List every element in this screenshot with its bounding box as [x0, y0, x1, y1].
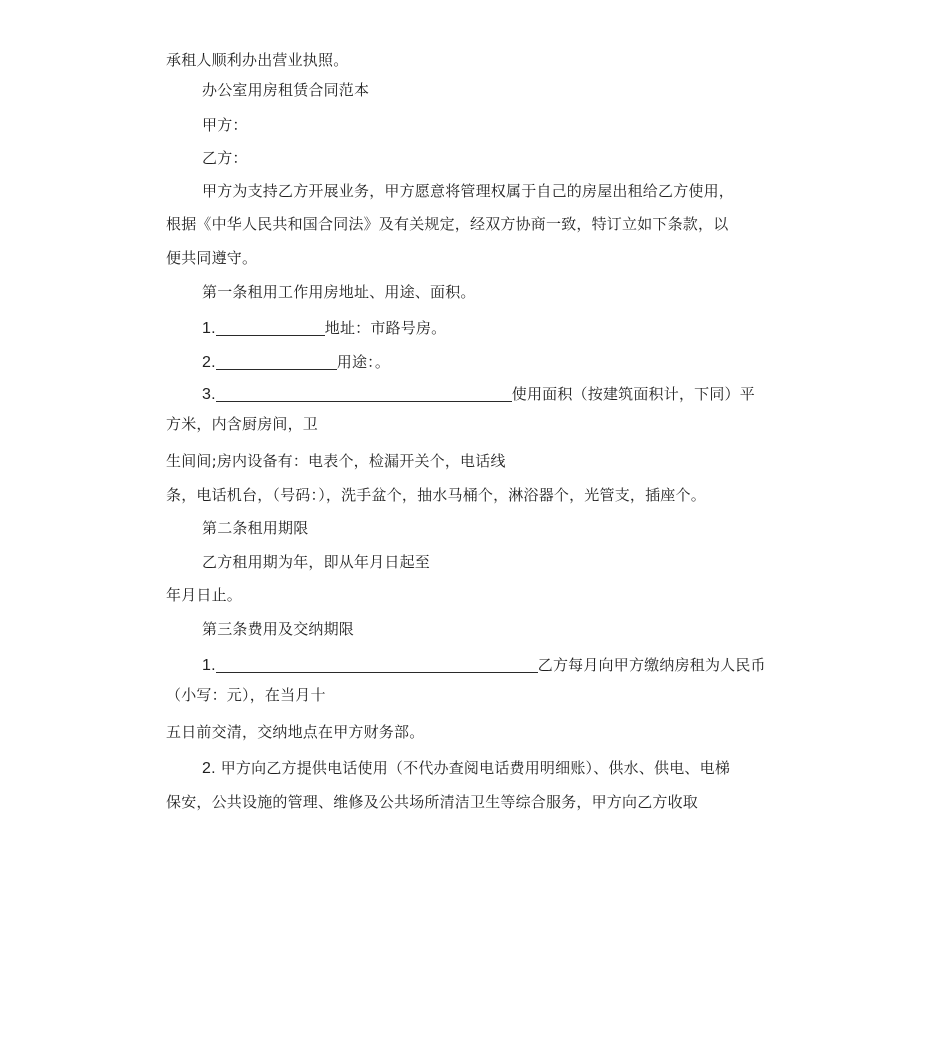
- item-text: 甲方向乙方提供电话使用（不代办查阅电话费用明细账）、供水、供电、电梯: [220, 759, 731, 777]
- rent-payment-location: 五日前交清，交纳地点在甲方财务部。: [166, 723, 425, 741]
- item-number: 1.: [202, 657, 216, 674]
- preamble-line-3: 便共同遵守。: [166, 249, 258, 267]
- article-2-heading: 第二条租用期限: [202, 519, 309, 537]
- item-text: 用途：。: [336, 353, 391, 371]
- party-a-label: 甲方：: [202, 116, 248, 134]
- party-b-label: 乙方：: [202, 149, 248, 167]
- item-number: 2.: [202, 760, 216, 777]
- fill-in-blank: [216, 656, 538, 673]
- article-1-item-3: [202, 384, 755, 405]
- item-number: 1.: [202, 320, 216, 337]
- article-1-heading: 第一条租用工作用房地址、用途、面积。: [202, 283, 476, 301]
- text-line-business-license: 承租人顺利办出营业执照。: [166, 51, 349, 69]
- article-3-item-2: [202, 758, 730, 779]
- item-number: 3.: [202, 386, 216, 403]
- area-line-continuation: 方米，内含厨房间，卫: [166, 415, 319, 433]
- article-3-heading: 第三条费用及交纳期限: [202, 620, 355, 638]
- item-text: 使用面积（按建筑面积计，下同）平: [511, 385, 755, 403]
- equipment-line-2: 条，电话机台，（号码：），洗手盆个，抽水马桶个，淋浴器个，光管支，插座个。: [166, 486, 706, 504]
- article-3-item-1: [202, 655, 766, 676]
- item-number: 2.: [202, 354, 216, 371]
- lease-term-line-2: 年月日止。: [166, 586, 243, 604]
- services-line-continuation: 保安，公共设施的管理、维修及公共场所清洁卫生等综合服务，甲方向乙方收取: [166, 793, 699, 811]
- preamble-line-2: 根据《中华人民共和国合同法》及有关规定，经双方协商一致，特订立如下条款，以: [166, 215, 729, 233]
- item-text: 乙方每月向甲方缴纳房租为人民币: [537, 656, 766, 674]
- fill-in-blank: [216, 353, 337, 370]
- contract-title: 办公室用房租赁合同范本: [202, 81, 370, 99]
- rent-line-continuation: （小写：元），在当月十: [166, 686, 326, 704]
- item-text: 地址：市路号房。: [324, 319, 447, 337]
- fill-in-blank: [216, 385, 512, 402]
- fill-in-blank: [216, 319, 325, 336]
- article-1-item-1: [202, 318, 446, 339]
- preamble-line-1: 甲方为支持乙方开展业务，甲方愿意将管理权属于自己的房屋出租给乙方使用，: [202, 182, 735, 200]
- lease-term-line-1: 乙方租用期为年，即从年月日起至: [202, 553, 431, 571]
- equipment-line-1: 生间间;房内设备有：电表个，检漏开关个，电话线: [166, 452, 506, 470]
- article-1-item-2: [202, 352, 390, 373]
